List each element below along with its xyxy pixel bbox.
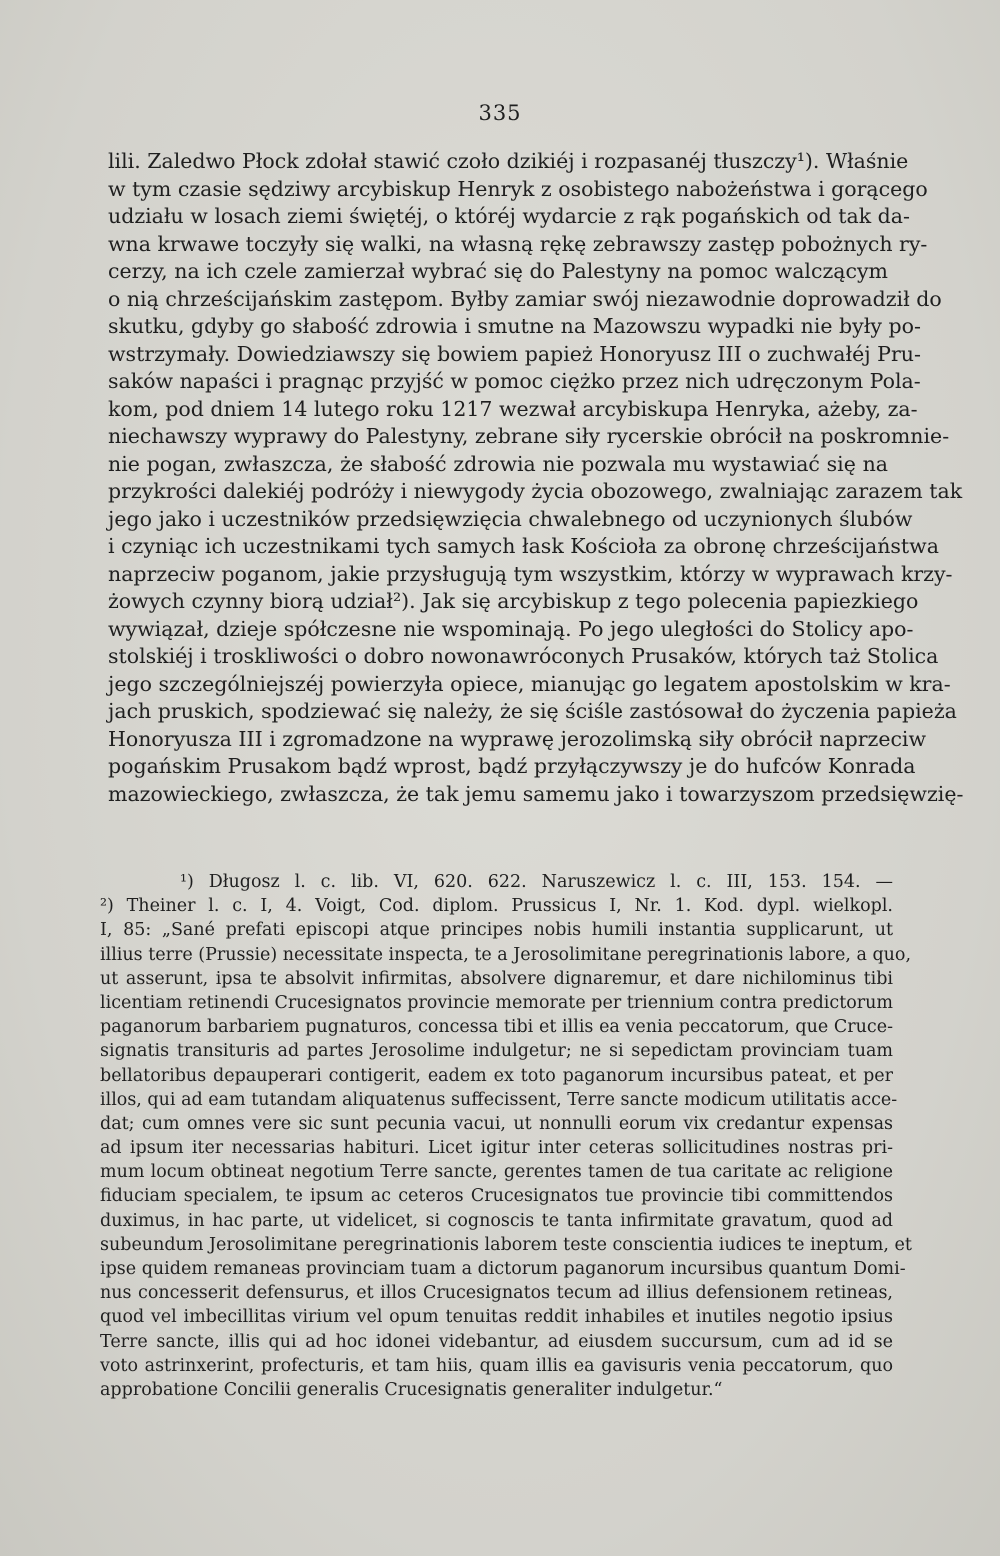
text-line: wstrzymały. Dowiedziawszy się bowiem papież Honoryusz III o zuchwałéj Pru- [108,341,921,366]
text-line: i czyniąc ich uczestnikami tych samych łask Kościoła za obronę chrześcijaństwa [108,534,939,558]
footnote-line: paganorum barbariem pugnaturos, concessa tibi et illis ea venia peccatorum, que Cruce- [100,1017,893,1038]
footnote-line: fiduciam specialem, te ipsum ac ceteros Crucesignatos tue provincie tibi committendos [100,1186,893,1207]
footnote-line: subeundum Jerosolimitane peregrinationis laborem teste conscientia iudices te ineptum, et [100,1234,912,1255]
footnote-line: voto astrinxerint, profecturis, et tam hiis, quam illis ea gavisuris venia peccatorum, quo [100,1355,893,1376]
footnote-line: approbatione Concilii generalis Crucesignatis generaliter indulgetur.“ [100,1379,723,1400]
text-line: niechawszy wyprawy do Palestyny, zebrane siły rycerskie obrócił na poskromnie- [108,424,950,448]
footnote-line: mum locum obtineat negotium Terre sancte, gerentes tamen de tua caritate ac religione [100,1162,893,1183]
text-line: w tym czasie sędziwy arcybiskup Henryk z osobistego nabożeństwa i gorącego [108,176,928,201]
footnote-line: quod vel imbecillitas virium vel opum tenuitas reddit inhabiles et inutiles negotio ipsius [100,1307,893,1328]
text-line: pogańskim Prusakom bądź wprost, bądź przyłączywszy je do hufców Konrada [108,754,916,778]
footnote-line: dat; cum omnes vere sic sunt pecunia vacui, ut nonnulli eorum vix credantur expensas [100,1113,893,1134]
text-line: udziału w losach ziemi świętéj, o któréj wydarcie z rąk pogańskich od tak da- [108,204,910,228]
footnote-line: illos, qui ad eam tutandam aliquatenus suffecissent, Terre sancte modicum utilitatis acce- [100,1089,898,1110]
text-line: żowych czynny biorą udział²). Jak się arcybiskup z tego polecenia papiezkiego [108,589,919,613]
page-number: 335 [478,101,522,125]
footnote-line: licentiam retinendi Crucesignatos provincie memorate per triennium contra predictorum [100,992,893,1013]
text-line: stolskiéj i troskliwości o dobro nowonawróconych Prusaków, których taż Stolica [108,644,939,668]
footnote-line: signatis transituris ad partes Jerosolime indulgetur; ne si sepedictam provinciam tuam [100,1041,893,1062]
text-line: nie pogan, zwłaszcza, że słabość zdrowia nie pozwala mu wystawiać się na [108,451,888,476]
text-line: cerzy, na ich czele zamierzał wybrać się do Palestyny na pomoc walczącym [108,259,888,283]
text-line: wywiązał, dzieje spółczesne nie wspominają. Po jego uległości do Stolicy apo- [108,616,914,641]
footnote-line: ¹) Długosz l. c. lib. VI, 620. 622. Naruszewicz l. c. III, 153. 154. — [180,872,893,892]
footnote-line: Terre sancte, illis qui ad hoc idonei videbantur, ad eiusdem succursum, cum ad id se [100,1331,893,1352]
text-line: jego szczególniejszéj powierzyła opiece, mianując go legatem apostolskim w kra- [108,671,951,696]
footnote-line: I, 85: „Sané prefati episcopi atque principes nobis humili instantia supplicarunt, ut [100,920,893,941]
text-line: wna krwawe toczyły się walki, na własną rękę zebrawszy zastęp pobożnych ry- [108,231,928,256]
footnote-line: ad ipsum iter necessarias habituri. Licet igitur inter ceteras sollicitudines nostras pri- [100,1138,893,1159]
text-line: o nią chrześcijańskim zastępom. Byłby zamiar swój niezawodnie doprowadził do [108,286,942,311]
footnote-line: illius terre (Prussie) necessitate inspecta, te a Jerosolimitane peregrinationis labore, a quo, [100,944,912,965]
footnote-line: bellatoribus depauperari contigerit, eadem ex toto paganorum incursibus pateat, et per [100,1065,893,1086]
footnote-line: ut asserunt, ipsa te absolvit infirmitas, absolvere dignaremur, et dare nichilominus tibi [100,968,893,989]
footnote-line: ipse quidem remaneas provinciam tuam a dictorum paganorum incursibus quantum Domi- [100,1259,906,1279]
text-line: jach pruskich, spodziewać się należy, że się ściśle zastósował do życzenia papieża [108,699,957,723]
text-line: mazowieckiego, zwłaszcza, że tak jemu samemu jako i towarzyszom przedsięwzię- [108,781,964,806]
text-line: przykrości dalekiéj podróży i niewygody życia obozowego, zwalniając zarazem tak [108,479,963,503]
text-line: naprzeciw poganom, jakie przysługują tym wszystkim, którzy w wyprawach krzy- [108,561,953,586]
text-line: saków napaści i pragnąc przyjść w pomoc ciężko przez nich udręczonym Pola- [108,369,921,393]
text-line: Honoryusza III i zgromadzone na wyprawę jerozolimską siły obrócił naprzeciw [108,726,927,751]
footnote-line: ²) Theiner l. c. I, 4. Voigt, Cod. diplom. Prussicus I, Nr. 1. Kod. dypl. wielkopl. [100,896,893,917]
footnote-line: nus concesserit defensurus, et illos Crucesignatos tecum ad illius defensionem retineas, [100,1283,893,1304]
text-line: lili. Zaledwo Płock zdołał stawić czoło dzikiéj i rozpasanéj tłuszczy¹). Właśnie [108,149,909,173]
footnote-line: duximus, in hac parte, ut videlicet, si cognoscis te tanta infirmitate gravatum, quod ad [100,1210,893,1231]
text-line: kom, pod dniem 14 lutego roku 1217 wezwał arcybiskupa Henryka, ażeby, za- [108,396,918,421]
text-line: jego jako i uczestników przedsięwzięcia chwalebnego od uczynionych ślubów [108,506,913,531]
footnotes-block [100,870,912,1402]
main-text-block [108,148,964,808]
text-line: skutku, gdyby go słabość zdrowia i smutne na Mazowszu wypadki nie były po- [108,314,921,338]
